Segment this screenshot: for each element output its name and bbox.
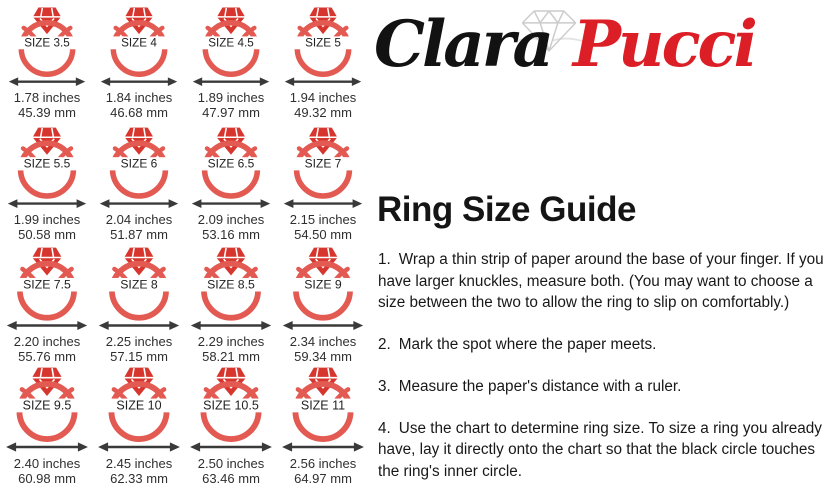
diameter-inches: 1.84 inches: [105, 90, 173, 106]
diameter-mm: 60.98 mm: [18, 470, 76, 486]
ring-size-item: [277, 246, 369, 366]
ring-icon: [192, 6, 270, 87]
ring-icon: [99, 126, 179, 209]
ring-icon: [189, 366, 273, 453]
instruction-item: [378, 418, 830, 483]
ring-icon: [283, 126, 363, 209]
diameter-inches: 2.20 inches: [13, 334, 81, 350]
ring-size-item: [93, 246, 185, 366]
diameter-inches: 2.04 inches: [105, 212, 173, 228]
ring-icon: [98, 246, 180, 331]
diameter-arrow-icon: [101, 77, 177, 86]
diameter-measurements: [14, 212, 81, 242]
diameter-measurements: [198, 90, 265, 120]
diameter-measurements: [106, 456, 173, 486]
svg-text:SIZE 11: SIZE 11: [300, 398, 346, 413]
ring-icon: [190, 246, 272, 331]
svg-text:SIZE 5.5: SIZE 5.5: [23, 156, 71, 171]
diameter-arrow-icon: [7, 321, 87, 330]
svg-text:SIZE 4: SIZE 4: [121, 36, 157, 50]
diameter-arrow-icon: [283, 321, 363, 330]
instruction-text: Wrap a thin strip of paper around the base of your finger. If you have larger knuckles, measure both. (You may want to choose a size between the two to allow the ring to slip on comfortably.): [378, 251, 824, 312]
ring-icon: [191, 126, 271, 209]
instruction-number: 3.: [378, 377, 391, 395]
diameter-arrow-icon: [193, 77, 269, 86]
diameter-arrow-icon: [285, 77, 361, 86]
svg-text:SIZE 3.5: SIZE 3.5: [24, 36, 70, 50]
ring-icon: [5, 366, 89, 453]
diameter-inches: 1.94 inches: [289, 90, 357, 106]
diameter-measurements: [106, 212, 173, 242]
diameter-inches: 2.15 inches: [289, 212, 357, 228]
ring-size-item: [277, 126, 369, 246]
ring-size-item: [185, 6, 277, 126]
ring-size-item: [1, 366, 93, 486]
diameter-arrow-icon: [190, 442, 272, 451]
ring-size-item: [93, 126, 185, 246]
diameter-inches: 2.56 inches: [289, 455, 357, 471]
diameter-mm: 59.34 mm: [294, 349, 352, 365]
diameter-inches: 1.89 inches: [197, 90, 265, 106]
diameter-inches: 2.25 inches: [105, 334, 173, 350]
svg-text:SIZE 4.5: SIZE 4.5: [208, 36, 254, 50]
diameter-mm: 45.39 mm: [18, 105, 76, 121]
svg-text:SIZE 7: SIZE 7: [304, 156, 342, 171]
svg-text:SIZE 6: SIZE 6: [120, 156, 158, 171]
diameter-mm: 49.32 mm: [294, 105, 352, 121]
diameter-arrow-icon: [284, 199, 362, 208]
ring-icon: [7, 126, 87, 209]
diameter-inches: 2.09 inches: [197, 212, 265, 228]
svg-text:SIZE 10.5: SIZE 10.5: [203, 398, 259, 413]
svg-text:SIZE 6.5: SIZE 6.5: [207, 156, 255, 171]
diameter-inches: 2.40 inches: [13, 455, 81, 471]
instruction-number: 2.: [378, 336, 391, 354]
diameter-mm: 64.97 mm: [294, 470, 352, 486]
diameter-measurements: [14, 90, 81, 120]
svg-text:SIZE 5: SIZE 5: [305, 36, 341, 50]
diameter-measurements: [14, 456, 81, 486]
instruction-text: Use the chart to determine ring size. To size a ring you already have, lay it directly onto the chart so that the black circle touches the ring's inner circle.: [378, 419, 822, 481]
diameter-measurements: [290, 90, 357, 120]
ring-size-item: [277, 366, 369, 486]
diameter-arrow-icon: [8, 199, 86, 208]
diameter-measurements: [14, 334, 81, 364]
svg-text:SIZE 7.5: SIZE 7.5: [23, 277, 71, 292]
diameter-mm: 54.50 mm: [294, 227, 352, 243]
diameter-inches: 2.34 inches: [289, 334, 357, 350]
diameter-arrow-icon: [191, 321, 271, 330]
ring-icon: [8, 6, 86, 87]
instruction-item: [378, 249, 830, 314]
diameter-measurements: [290, 212, 357, 242]
brand-name-pucci: Pucci: [572, 7, 755, 82]
svg-text:SIZE 10: SIZE 10: [116, 398, 162, 413]
svg-text:SIZE 9: SIZE 9: [304, 277, 342, 292]
ring-icon: [6, 246, 88, 331]
svg-text:SIZE 8.5: SIZE 8.5: [207, 277, 255, 292]
diameter-mm: 53.16 mm: [202, 227, 260, 243]
diameter-inches: 1.99 inches: [13, 212, 81, 228]
diameter-measurements: [290, 456, 357, 486]
diameter-inches: 2.29 inches: [197, 334, 265, 350]
diameter-mm: 50.58 mm: [18, 227, 76, 243]
ring-size-item: [185, 246, 277, 366]
diameter-mm: 51.87 mm: [110, 227, 168, 243]
diameter-mm: 58.21 mm: [202, 349, 260, 365]
instructions-list: [378, 249, 830, 501]
diameter-mm: 62.33 mm: [110, 470, 168, 486]
svg-text:SIZE 8: SIZE 8: [120, 277, 158, 292]
diameter-arrow-icon: [100, 199, 178, 208]
diameter-mm: 57.15 mm: [110, 349, 168, 365]
diameter-measurements: [198, 212, 265, 242]
diameter-mm: 46.68 mm: [110, 105, 168, 121]
ring-icon: [97, 366, 181, 453]
diameter-inches: 2.45 inches: [105, 455, 173, 471]
ring-size-item: [1, 126, 93, 246]
brand-name: [374, 7, 755, 82]
diameter-arrow-icon: [282, 442, 364, 451]
svg-text:SIZE 9.5: SIZE 9.5: [22, 398, 72, 413]
diameter-inches: 2.50 inches: [197, 455, 265, 471]
diameter-arrow-icon: [99, 321, 179, 330]
instruction-text: Measure the paper's distance with a ruler.: [398, 377, 682, 395]
diameter-mm: 55.76 mm: [18, 349, 76, 365]
ring-icon: [284, 6, 362, 87]
ring-size-chart: [1, 6, 371, 486]
diameter-measurements: [106, 90, 173, 120]
page-title: Ring Size Guide: [377, 190, 636, 229]
ring-size-item: [1, 246, 93, 366]
diameter-measurements: [106, 334, 173, 364]
diameter-measurements: [198, 456, 265, 486]
ring-size-item: [1, 6, 93, 126]
ring-icon: [281, 366, 365, 453]
ring-icon: [282, 246, 364, 331]
diameter-arrow-icon: [6, 442, 88, 451]
diameter-mm: 63.46 mm: [202, 470, 260, 486]
instruction-number: 4.: [378, 419, 391, 437]
ring-icon: [100, 6, 178, 87]
ring-size-item: [277, 6, 369, 126]
ring-size-item: [93, 366, 185, 486]
diameter-arrow-icon: [98, 442, 180, 451]
instruction-text: Mark the spot where the paper meets.: [398, 336, 657, 354]
instruction-number: 1.: [378, 251, 391, 268]
diameter-measurements: [198, 334, 265, 364]
brand-name-clara: Clara: [374, 7, 551, 82]
diameter-arrow-icon: [192, 199, 270, 208]
instruction-item: [378, 376, 830, 398]
diameter-arrow-icon: [9, 77, 85, 86]
diameter-mm: 47.97 mm: [202, 105, 260, 121]
ring-size-item: [93, 6, 185, 126]
ring-size-item: [185, 366, 277, 486]
diameter-inches: 1.78 inches: [13, 90, 81, 106]
diameter-measurements: [290, 334, 357, 364]
ring-size-item: [185, 126, 277, 246]
brand-logo: [372, 4, 812, 104]
instruction-item: [378, 334, 830, 356]
